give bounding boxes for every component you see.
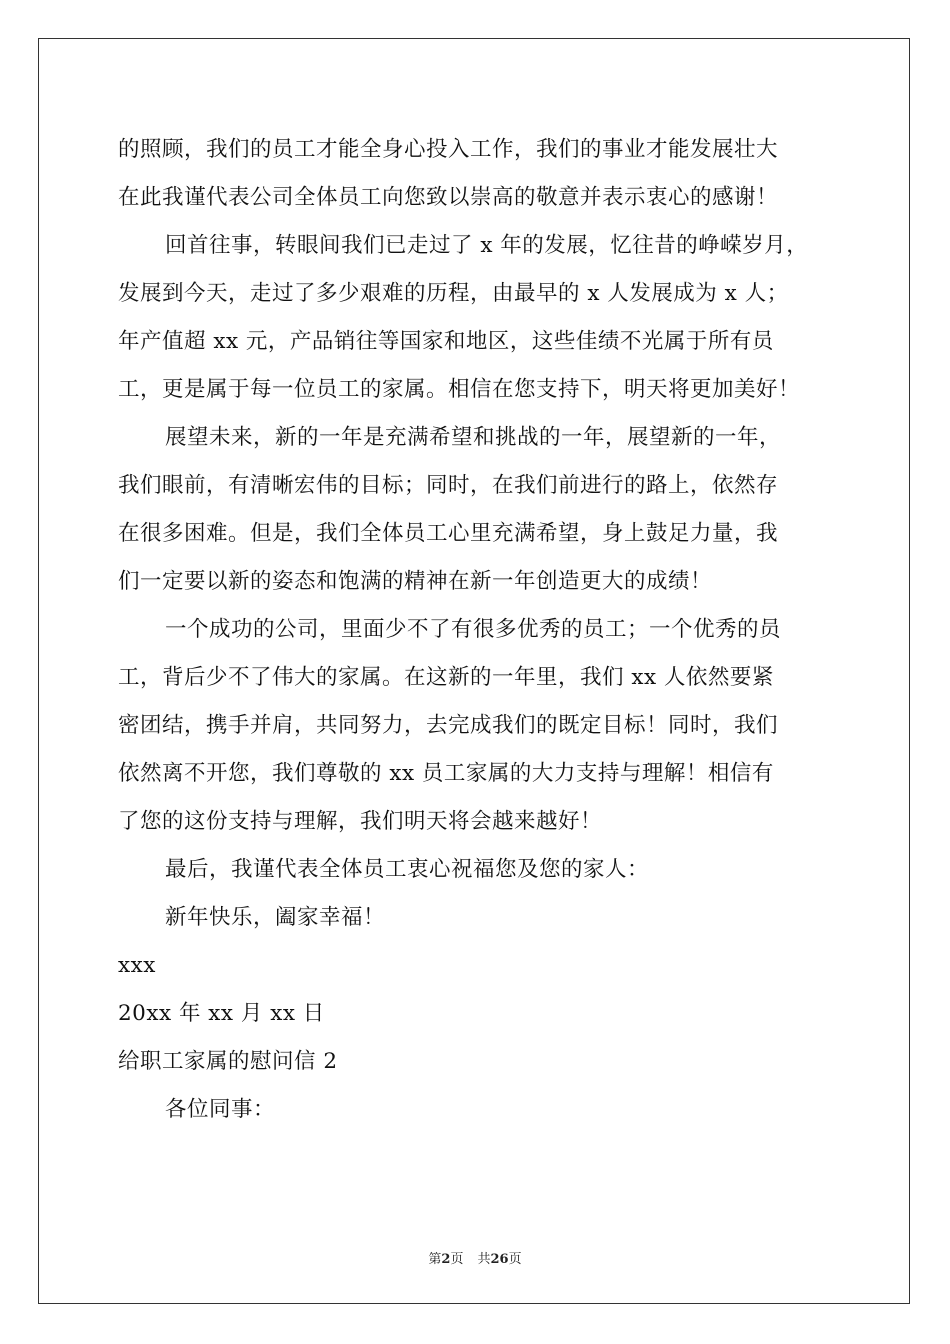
- text-line-2: 在此我谨代表公司全体员工向您致以崇高的敬意并表示衷心的感谢！: [118, 185, 779, 210]
- text-line-12: 工，背后少不了伟大的家属。在这新的一年里，我们 xx 人依然要紧: [118, 665, 774, 690]
- date-line: 20xx 年 xx 月 xx 日: [118, 1001, 325, 1026]
- text-line-14: 依然离不开您，我们尊敬的 xx 员工家属的大力支持与理解！相信有: [118, 761, 774, 786]
- text-line-15: 了您的这份支持与理解，我们明天将会越来越好！: [118, 809, 603, 834]
- text-line-9: 在很多困难。但是，我们全体员工心里充满希望，身上鼓足力量，我: [118, 521, 779, 546]
- text-line-5: 年产值超 xx 元，产品销往等国家和地区，这些佳绩不光属于所有员: [118, 329, 774, 354]
- text-line-7: 展望未来，新的一年是充满希望和挑战的一年，展望新的一年，: [165, 425, 782, 450]
- total-pages: 26: [490, 1252, 509, 1267]
- footer-total-prefix: 共: [477, 1252, 491, 1267]
- footer-page-suffix: 页: [450, 1252, 464, 1267]
- footer-total-suffix: 页: [508, 1252, 522, 1267]
- text-line-1: 的照顾，我们的员工才能全身心投入工作，我们的事业才能发展壮大: [118, 137, 779, 162]
- text-line-8: 我们眼前，有清晰宏伟的目标；同时，在我们前进行的路上，依然存: [118, 473, 779, 498]
- page-footer: [0, 1248, 950, 1267]
- footer-prefix: 第: [428, 1252, 442, 1267]
- text-line-11: 一个成功的公司，里面少不了有很多优秀的员工；一个优秀的员: [165, 617, 782, 642]
- signature: xxx: [118, 953, 156, 978]
- next-letter-title: 给职工家属的慰问信 2: [118, 1049, 338, 1074]
- text-line-6: 工，更是属于每一位员工的家属。相信在您支持下，明天将更加美好！: [118, 377, 801, 402]
- greeting-line: 新年快乐，阖家幸福！: [165, 905, 386, 930]
- text-line-4: 发展到今天，走过了多少艰难的历程，由最早的 x 人发展成为 x 人；: [118, 281, 789, 306]
- document-body: [118, 126, 838, 1134]
- text-line-10: 们一定要以新的姿态和饱满的精神在新一年创造更大的成绩！: [118, 569, 713, 594]
- salutation: 各位同事：: [165, 1097, 276, 1122]
- text-line-3: 回首往事，转眼间我们已走过了 x 年的发展，忆往昔的峥嵘岁月，: [165, 233, 809, 258]
- page-number: 2: [441, 1252, 451, 1267]
- text-line-13: 密团结，携手并肩，共同努力，去完成我们的既定目标！同时，我们: [118, 713, 779, 738]
- closing-wish-line: 最后，我谨代表全体员工衷心祝福您及您的家人：: [165, 857, 650, 882]
